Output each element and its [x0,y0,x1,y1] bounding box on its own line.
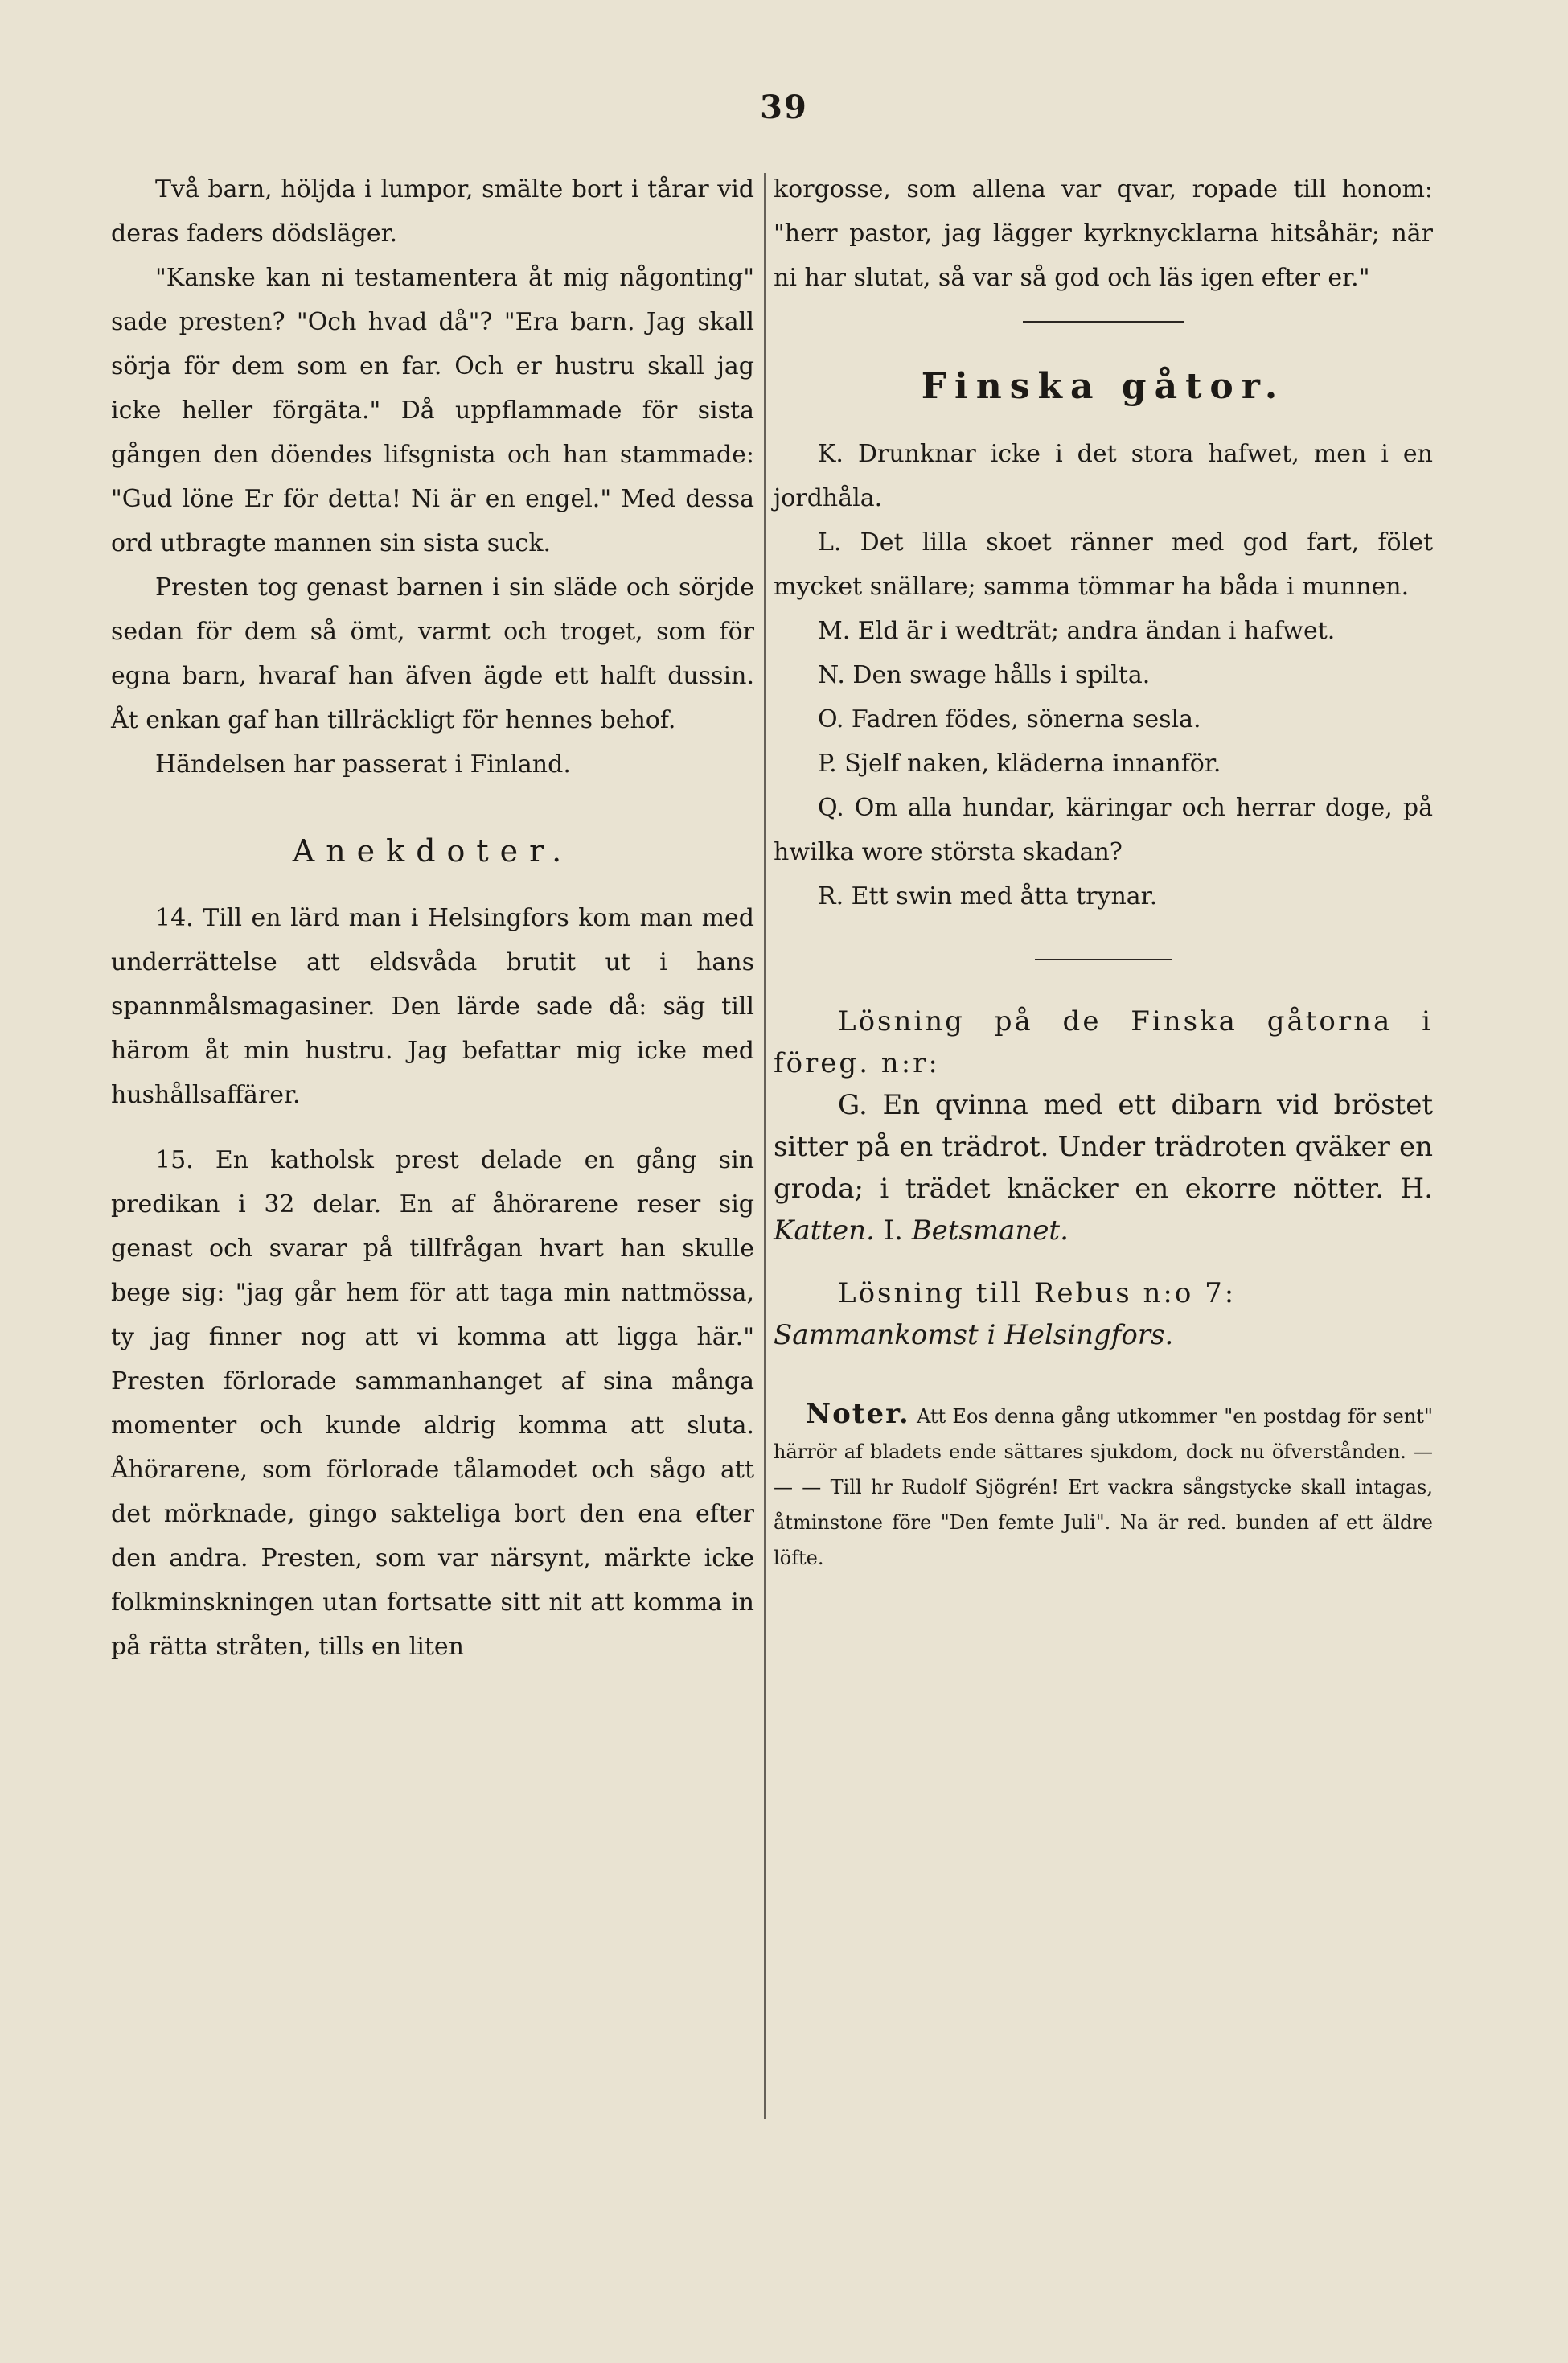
riddle-p: P. Sjelf naken, kläderna innanför. [818,750,1221,778]
column-divider [764,173,766,2119]
solution-i-answer: Betsmanet. [911,1214,1069,1247]
story-paragraph-1: Två barn, höljda i lumpor, smälte bort i tårar vid deras faders dödsläger. [111,175,754,248]
page-number: 39 [760,88,808,126]
solution-i-label: I. [883,1214,912,1247]
riddle-l: L. Det lilla skoet ränner med god fart, fölet mycket snällare; samma tömmar ha båda i munnen. [774,528,1433,601]
solution-text [774,1084,1433,1251]
riddle-r: R. Ett swin med åtta trynar. [818,882,1158,910]
riddle-k: K. Drunknar icke i det stora hafwet, men i en jordhåla. [774,440,1433,512]
riddle-q: Q. Om alla hundar, käringar och herrar doge, på hwilka wore största skadan? [774,794,1433,866]
story-paragraph-4: Händelsen har passerat i Finland. [155,750,571,779]
story-continuation: korgosse, som allena var qvar, ropade till honom: "herr pastor, jag lägger kyrknycklarna hitsåhär; när ni har slutat, så var så god och läs igen efter er." [774,175,1433,292]
story-paragraph-3: Presten tog genast barnen i sin släde och sörjde sedan för dem så ömt, varmt och troget, som för egna barn, hvaraf han äfven ägde ett halft dussin. Åt enkan gaf han tillräckligt för hennes behof. [111,573,754,734]
rebus-answer [774,1314,1433,1356]
riddle-n: N. Den swage hålls i spilta. [818,661,1151,689]
rebus-heading: Lösning till Rebus n:o 7: [838,1277,1237,1309]
solution-heading: Lösning på de Finska gåtorna i föreg. n:r: [774,1005,1433,1079]
notes-label: Noter. [806,1398,910,1430]
anecdote-15: 15. En katholsk prest delade en gång sin predikan i 32 delar. En af åhörarene reser sig genast och svarar på tillfrågan hvart han skulle bege sig: "jag går hem för att taga min nattmössa, ty jag finner nog att vi komma att ligga här." Presten förlorade sammanhanget af sina många momenter och kunde aldrig komma att sluta. Åhörarene, som förlorade tålamodet och sågo att det mörknade, gingo sakteligа bort den ena efter den andra. Presten, som var närsynt, märkte icke folkminskningen utan fortsatte sitt nit att komma in på rätta stråten, tills en liten [111,1146,754,1661]
rebus-answer-text: Sammankomst i Helsingfors. [774,1319,1174,1351]
anecdote-14: 14. Till en lärd man i Helsingfors kom man med underrättelse att eldsvåda brutit ut i hans spannmålsmagasiner. Den lärde sade då: säg till härom åt min hustru. Jag befattar mig icke med hushållsaffärer. [111,904,754,1109]
story-paragraph-2: "Kanske kan ni testamentera åt mig någonting" sade presten? "Och hvad då"? "Era barn. Jag skall sörja för dem som en far. Och er hustru skall jag icke heller förgäta." Då uppflammade för sista gången den döendes lifsgnista och han stammade: "Gud löne Er för detta! Ni är en engel." Med dessa ord utbragte mannen sin sista suck. [111,264,754,557]
notes [774,1396,1433,1576]
solution-body: G. En qvinna med ett dibarn vid bröstet sitter på en trädrot. Under trädroten qväker en groda; i trädet knäcker en ekorre nötter. H. [774,1089,1433,1205]
riddles-title: Finska gåtor. [921,366,1286,407]
solution-h-answer: Katten. [774,1214,875,1247]
riddle-m: M. Eld är i wedträt; andra ändan i hafwet. [818,617,1336,645]
anecdotes-title: Anekdoter. [292,833,573,869]
notes-text: Att Eos denna gång utkommer "en postdag för sent" härrör af bladets ende sättares sjukdom, dock nu öfverstånden. — — — Till hr Rudolf Sjögrén! Ert vackra sångstycke skall intagas, åtminstone före "Den femte Juli". Na är red. bunden af ett äldre löfte. [774,1405,1433,1569]
riddle-o: O. Fadren födes, sönerna sesla. [818,705,1201,734]
right-column [774,167,1433,1576]
left-column [111,167,754,1669]
